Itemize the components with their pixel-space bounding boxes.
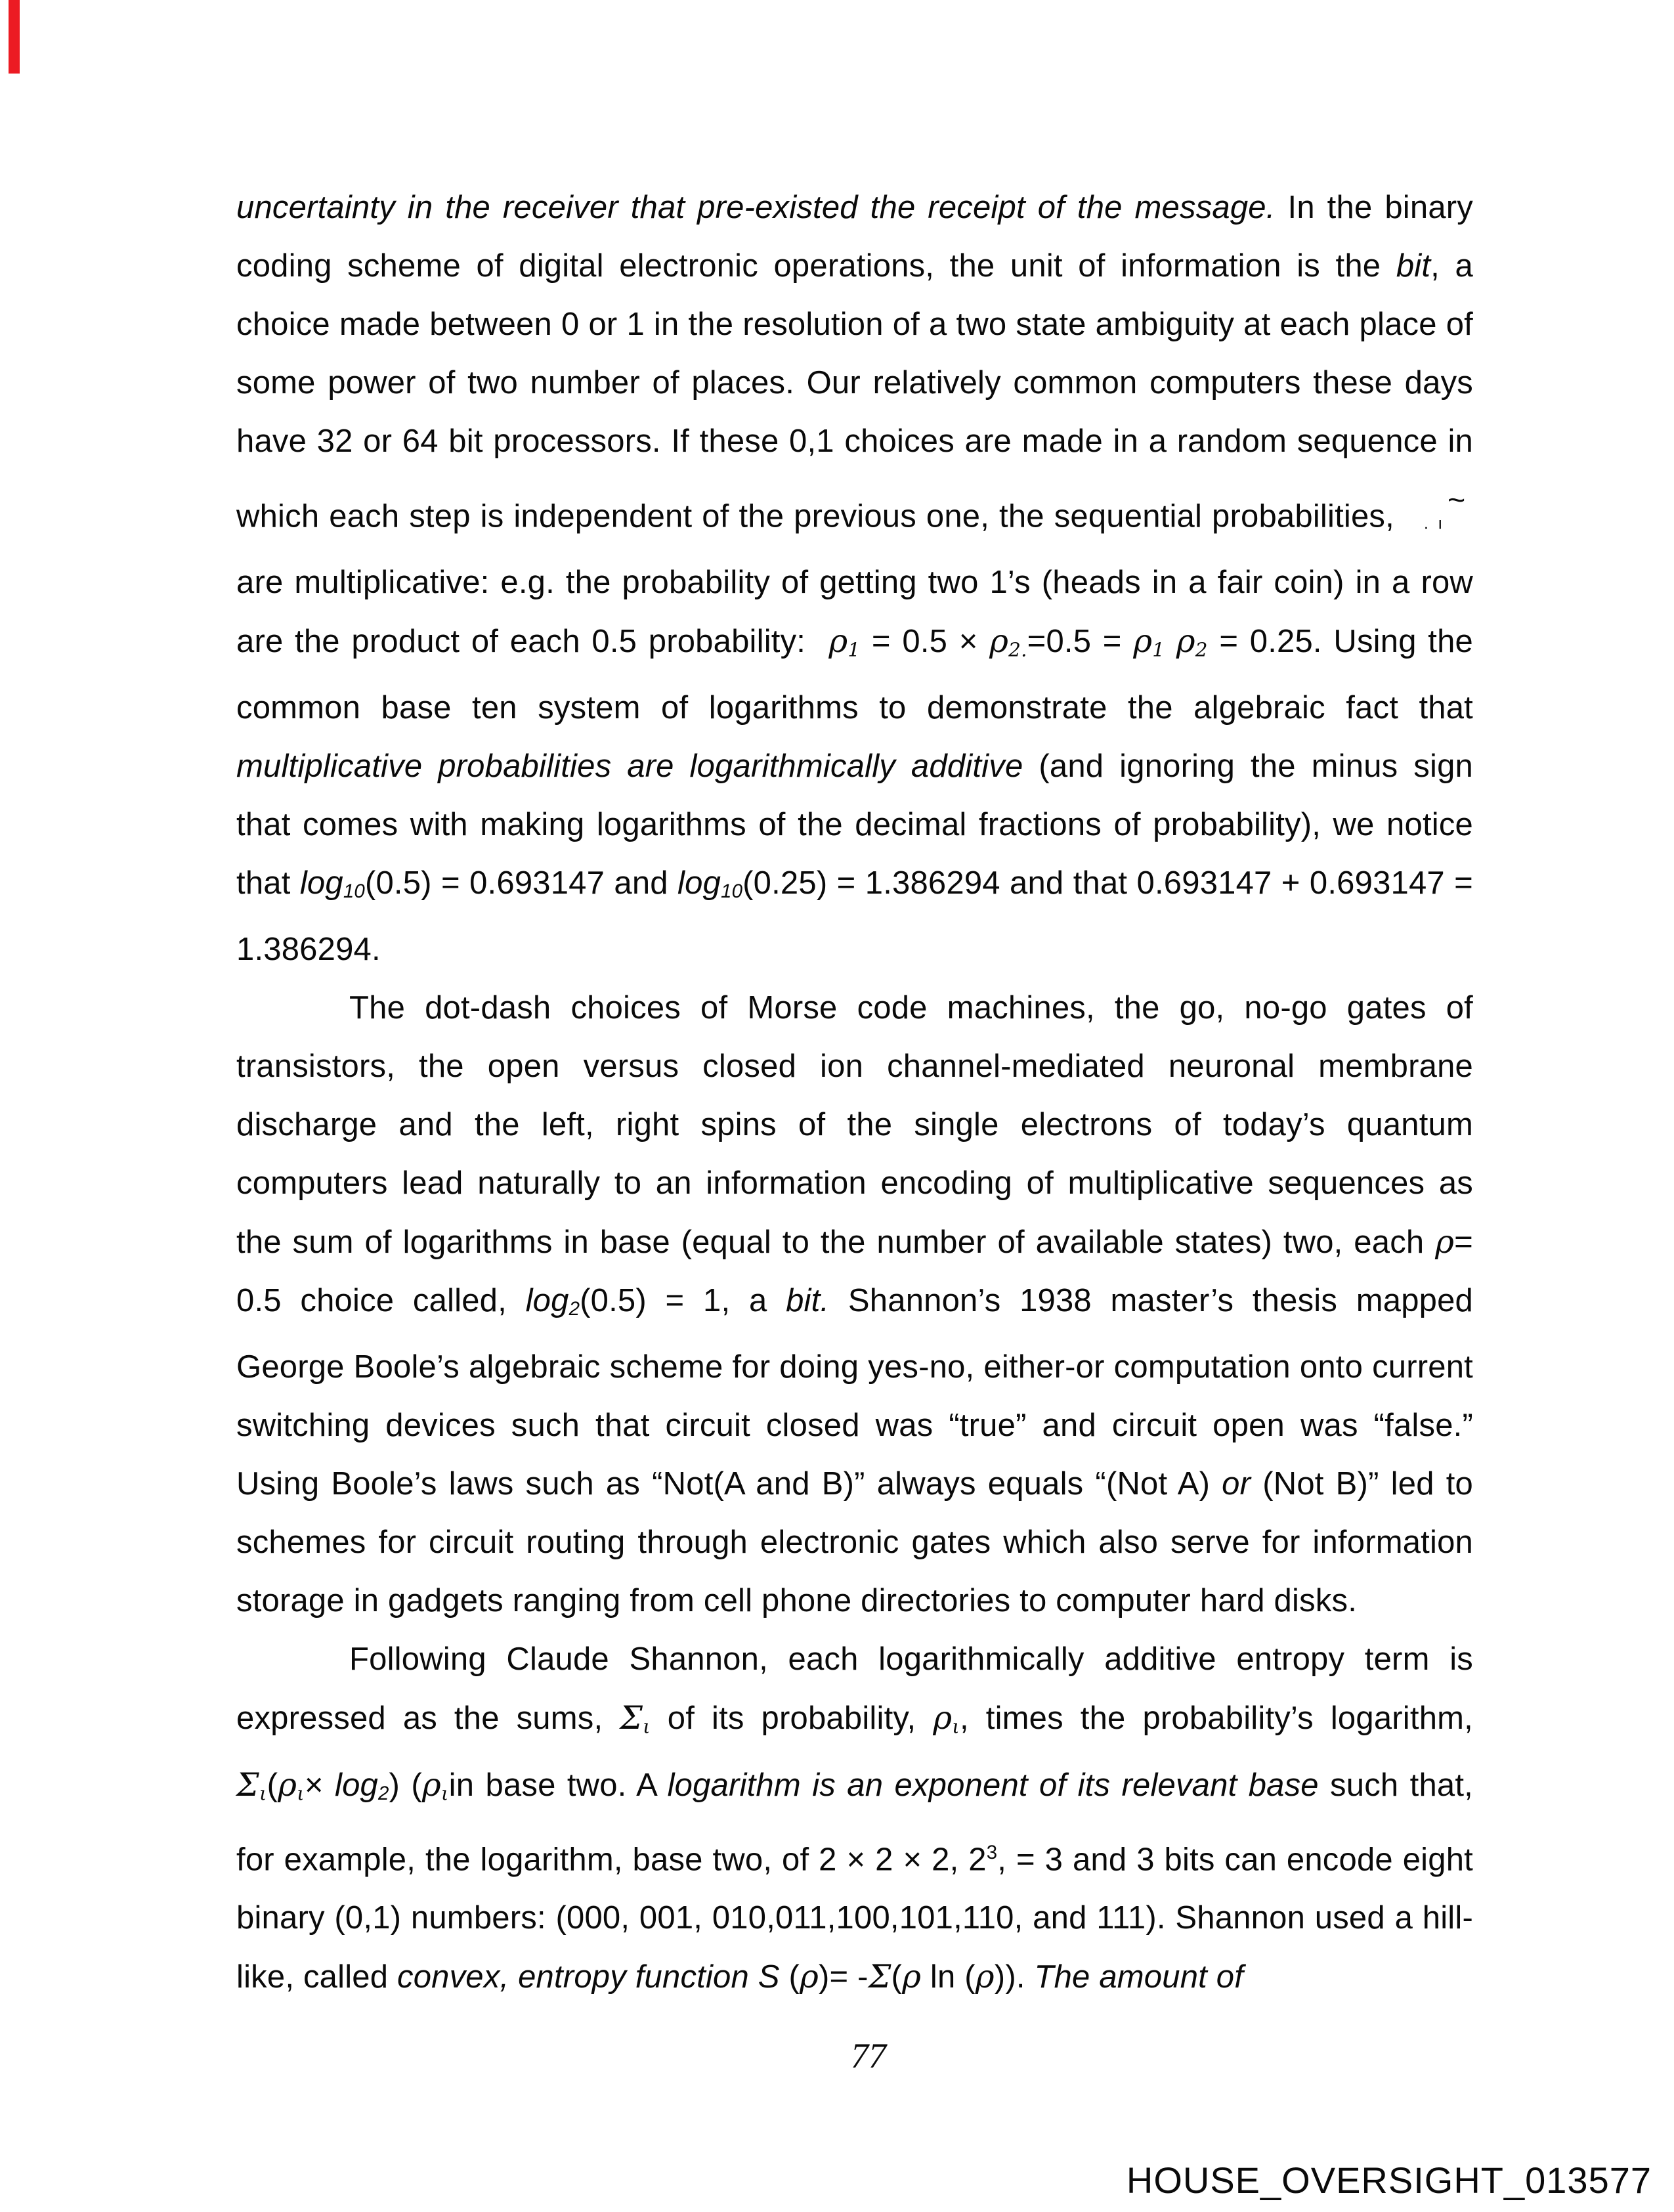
text-run: ι xyxy=(440,1782,449,1805)
document-body xyxy=(236,179,1473,2006)
text-run: such that, for example, the logarithm, base two, of 2 × 2 × 2, 2 xyxy=(236,1767,1473,1878)
text-run: Shannon’s 1938 master’s thesis mapped George Boole’s algebraic scheme for doing yes-no, either-or computation onto current switching devices such that circuit closed was “true” and circuit open was “false.” Using Boole’s laws such as “Not(A and B)” always equals “(Not A) xyxy=(236,1282,1474,1502)
text-run: ρ xyxy=(975,1958,995,1996)
text-run: uncertainty in the receiver that pre-existed the receipt of the message. xyxy=(236,190,1276,225)
text-run: , = 3 and 3 bits can encode eight binary (0,1) numbers: (000, 001, 010,011,100,101,110, and 111). Shannon used a hill-like, called xyxy=(236,1842,1473,1995)
text-run: convex, entropy function S xyxy=(397,1959,780,1995)
paragraph xyxy=(236,979,1473,1630)
text-run: multiplicative probabilities are logarithmically additive xyxy=(236,748,1023,785)
text-run: . ı xyxy=(1423,514,1445,533)
text-run: Σ xyxy=(620,1699,643,1737)
text-run: ( xyxy=(267,1767,278,1804)
text-run: ( xyxy=(891,1959,903,1995)
text-run: log xyxy=(299,865,343,901)
text-run xyxy=(1165,624,1176,659)
text-run: 1 xyxy=(848,638,861,661)
text-run: Σ xyxy=(236,1766,259,1804)
text-run: ρ xyxy=(1133,622,1153,660)
text-run: log xyxy=(677,865,721,901)
paragraph xyxy=(236,1630,1473,2007)
text-run: ρ xyxy=(828,622,848,660)
text-run: )). xyxy=(994,1959,1035,1995)
text-run: ι xyxy=(259,1782,267,1805)
text-run: in base two. A xyxy=(448,1767,668,1804)
text-run: ) ( xyxy=(389,1767,422,1804)
text-run: ρ xyxy=(421,1766,441,1804)
text-run: ρ xyxy=(800,1958,819,1996)
text-run: 2 xyxy=(378,1783,389,1805)
text-run: of its probability, xyxy=(650,1700,934,1736)
text-run: =0.5 = xyxy=(1027,623,1134,659)
text-run: = 0.25. Using the common base ten system of logarithms to demonstrate the algebraic fact that xyxy=(236,623,1473,726)
text-run: bit xyxy=(1396,248,1431,284)
text-run: The amount of xyxy=(1034,1959,1244,1995)
text-run: log xyxy=(525,1282,569,1318)
paragraph xyxy=(236,179,1473,979)
text-run: ρ xyxy=(989,622,1009,660)
page-number: 77 xyxy=(851,2036,886,2075)
text-run: , times the probability’s logarithm, xyxy=(959,1700,1473,1736)
text-run: log xyxy=(335,1767,378,1804)
text-run: ~ xyxy=(1448,483,1466,517)
text-run: ι xyxy=(952,1715,960,1738)
text-run: ln ( xyxy=(921,1959,976,1995)
text-run: or xyxy=(1222,1465,1251,1502)
text-run: = 0.5 choice called, xyxy=(236,1224,1473,1318)
text-run: ρ xyxy=(1176,622,1195,660)
text-run: , a choice made between 0 or 1 in the resolution of a two state ambiguity at each place of some power of two number of places. Our relatively common computers these days have 32 or 64 bit processors. If these 0,1 choices are made in a random sequence in which each step is independent of the previous one, the sequential probabilities, xyxy=(236,248,1473,534)
text-run: The dot-dash choices of Morse code machines, the go, no-go gates of transistors, the open versus closed ion channel-mediated neuronal membrane discharge and the left, right spins of the single electrons of today’s quantum computers lead naturally to an information encoding of multiplicative sequences as the sum of logarithms in base (equal to the number of available states) two, each xyxy=(236,989,1473,1260)
text-run: 10 xyxy=(721,880,743,902)
text-run: 2. xyxy=(1008,638,1027,661)
text-run: 3 xyxy=(986,1841,998,1863)
text-run: In the binary coding scheme of digital electronic operations, the unit of information is the xyxy=(236,190,1473,284)
text-run: (0.5) = 0.693147 and xyxy=(364,865,678,901)
text-run: = 0.5 × xyxy=(860,623,990,659)
text-run: Following Claude Shannon, each logarithmically additive entropy term is expressed as the sums, xyxy=(236,1641,1473,1736)
text-run: 2 xyxy=(569,1297,580,1320)
text-run: ρ xyxy=(1435,1223,1455,1261)
text-run: ι xyxy=(297,1782,305,1805)
text-run: Σ xyxy=(868,1958,891,1996)
text-run: ρ xyxy=(278,1766,297,1804)
text-run: ρ xyxy=(933,1699,953,1737)
text-run: (Not B)” led to schemes for circuit routing through electronic gates which also serve for information storage in gadgets ranging from cell phone directories to computer hard disks. xyxy=(236,1465,1473,1618)
text-run: )= - xyxy=(819,1959,869,1995)
text-run: are multiplicative: e.g. the probability of getting two 1’s (heads in a fair coin) in a row are the product of each 0.5 probability: xyxy=(236,564,1473,659)
text-run: (0.25) = 1.386294 and that 0.693147 + 0.693147 = 1.386294. xyxy=(236,865,1474,967)
bates-stamp: HOUSE_OVERSIGHT_013577 xyxy=(1126,2159,1652,2201)
text-run: (and ignoring the minus sign that comes with making logarithms of the decimal fractions of probability), we notice that xyxy=(236,748,1473,901)
text-run: ι xyxy=(643,1715,651,1738)
text-run: 10 xyxy=(343,880,365,902)
text-run: logarithm is an exponent of its relevant base xyxy=(667,1767,1319,1804)
text-run: bit. xyxy=(786,1282,830,1318)
red-margin-mark xyxy=(9,0,20,74)
text-run: (0.5) = 1, a xyxy=(580,1282,786,1318)
text-run: × xyxy=(304,1767,335,1804)
text-run: ρ xyxy=(902,1958,922,1996)
text-run: 1 xyxy=(1152,638,1165,661)
text-run: 2 xyxy=(1195,638,1208,661)
text-run: ( xyxy=(779,1959,800,1995)
